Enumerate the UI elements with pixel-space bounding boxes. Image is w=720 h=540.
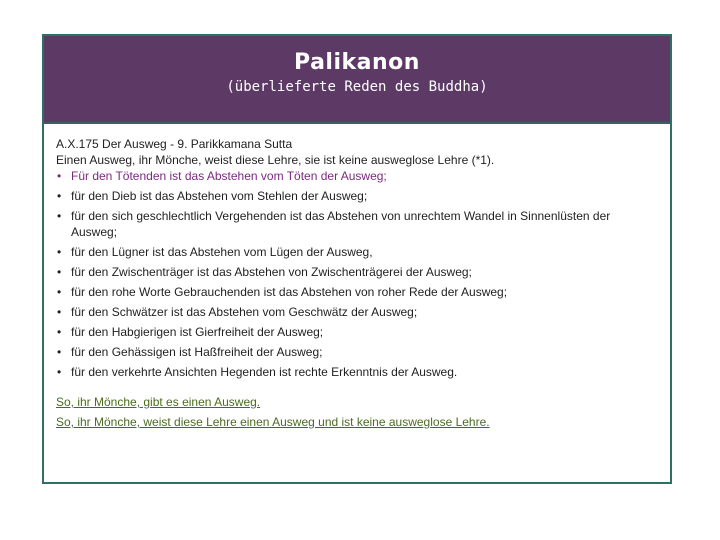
list-item-text: für den Schwätzer ist das Abstehen vom Geschwätz der Ausweg; [71,305,418,319]
list-item-text: für den sich geschlechtlich Vergehenden ist das Abstehen von unrechtem Wandel in Sinnenlüsten der Ausweg; [71,209,611,239]
list-item-text: für den rohe Worte Gebrauchenden ist das Abstehen von roher Rede der Ausweg; [71,285,508,299]
list-item-text: für den Habgierigen ist Gierfreiheit der Ausweg; [71,325,324,339]
slide-frame [42,34,672,484]
bullet-icon: • [57,345,62,359]
list-item-text: für den verkehrte Ansichten Hegenden ist rechte Erkenntnis der Ausweg. [71,365,458,379]
bullet-icon: • [57,365,62,379]
closing-link-way-out[interactable]: So, ihr Mönche, gibt es einen Ausweg. [56,395,261,409]
list-item [56,244,658,260]
intro-statement: Einen Ausweg, ihr Mönche, weist diese Lehre, sie ist keine ausweglose Lehre (*1). [56,153,495,167]
bullet-icon: • [57,325,62,339]
list-item [56,344,658,360]
list-item-text: für den Dieb ist das Abstehen vom Stehlen der Ausweg; [71,189,368,203]
bullet-icon: • [57,169,62,183]
bullet-icon: • [57,285,62,299]
content-area [56,136,658,434]
list-item [56,188,658,204]
sutta-reference: A.X.175 Der Ausweg - 9. Parikkamana Sutta [56,137,293,151]
list-item-text: für den Lügner ist das Abstehen vom Lügen der Ausweg, [71,245,373,259]
list-item [56,168,658,184]
bullet-icon: • [57,189,62,203]
header-banner [44,36,670,124]
bullet-icon: • [57,209,62,223]
list-item [56,284,658,300]
list-item [56,304,658,320]
list-item [56,364,658,380]
list-item-text: für den Zwischenträger ist das Abstehen von Zwischenträgerei der Ausweg; [71,265,472,279]
page-title: Palikanon [294,50,420,75]
list-item-text: für den Gehässigen ist Haßfreiheit der Ausweg; [71,345,323,359]
bullet-icon: • [57,245,62,259]
bullet-icon: • [57,305,62,319]
page-subtitle: (überlieferte Reden des Buddha) [226,79,488,95]
closing-link-teaching[interactable]: So, ihr Mönche, weist diese Lehre einen Ausweg und ist keine ausweglose Lehre. [56,415,490,429]
list-item [56,208,658,240]
list-item-text: Für den Tötenden ist das Abstehen vom Töten der Ausweg; [71,169,387,183]
list-item [56,324,658,340]
list-item [56,264,658,280]
bullet-list [56,168,658,380]
bullet-icon: • [57,265,62,279]
closing-section [56,394,658,430]
